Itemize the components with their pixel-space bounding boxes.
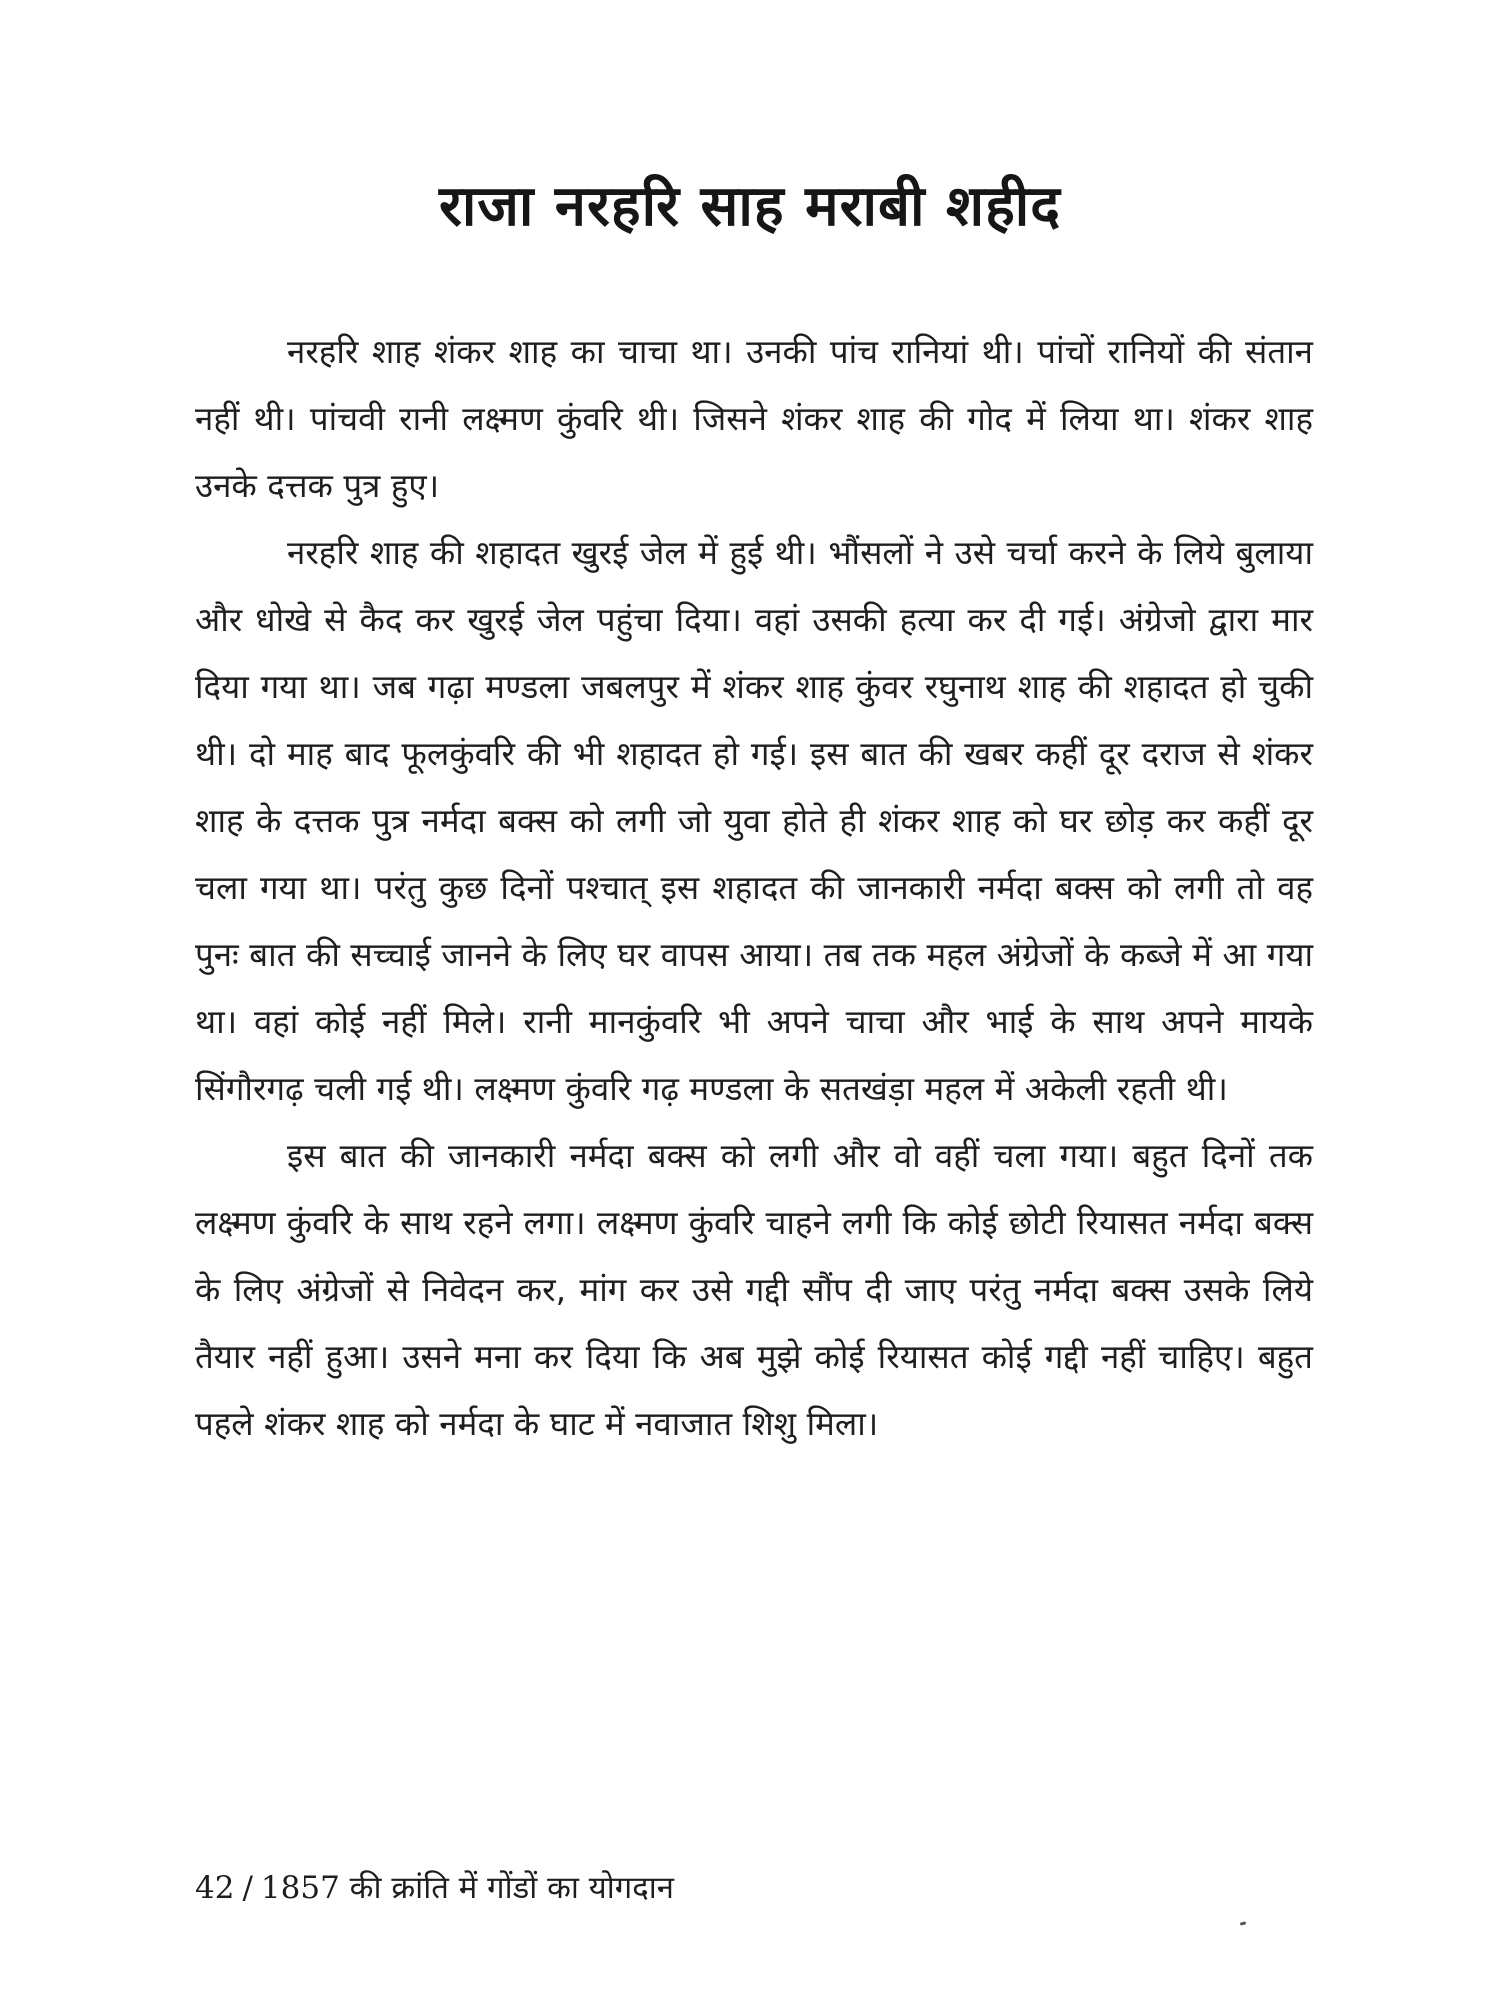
paragraph: नरहरि शाह की शहादत खुरई जेल में हुई थी। भौंसलों ने उसे चर्चा करने के लिये बुलाया और धोखे से कैद कर खुरई जेल पहुंचा दिया। वहां उसकी हत्या कर दी गई। अंग्रेजो द्वारा मार दिया गया था। जब गढ़ा मण्डला जबलपुर में शंकर शाह कुंवर रघुनाथ शाह की शहादत हो चुकी थी। दो माह बाद फूलकुंवरि की भी शहादत हो गई। इस बात की खबर कहीं दूर दराज से शंकर शाह के दत्तक पुत्र नर्मदा बक्स को लगी जो युवा होते ही शंकर शाह को घर छोड़ कर कहीं दूर चला गया था। परंतु कुछ दिनों पश्चात् इस शहादत की जानकारी नर्मदा बक्स को लगी तो वह पुनः बात की सच्चाई जानने के लिए घर वापस आया। तब तक महल अंग्रेजों के कब्जे में आ गया था। वहां कोई नहीं मिले। रानी मानकुंवरि भी अपने चाचा और भाई के साथ अपने मायके सिंगौरगढ़ चली गई थी। लक्ष्मण कुंवरि गढ़ मण्डला के सतखंड़ा महल में अकेली रहती थी। (195, 533, 1313, 1108)
page-footer (195, 1866, 674, 1910)
chapter-title: राजा नरहरि साह मराबी शहीद (438, 174, 1062, 239)
paragraph: नरहरि शाह शंकर शाह का चाचा था। उनकी पांच रानियां थी। पांचों रानियों की संतान नहीं थी। पांचवी रानी लक्ष्मण कुंवरि थी। जिसने शंकर शाह की गोद में लिया था। शंकर शाह उनके दत्तक पुत्र हुए। (195, 332, 1313, 505)
book-year: 1857 (260, 1870, 340, 1906)
footer-separator: / (242, 1870, 253, 1906)
book-title: की क्रांति में गोंडों का योगदान (349, 1870, 674, 1906)
scan-speck (1240, 1921, 1247, 1925)
page-number: 42 (195, 1870, 235, 1906)
paragraph: इस बात की जानकारी नर्मदा बक्स को लगी और वो वहीं चला गया। बहुत दिनों तक लक्ष्मण कुंवरि के साथ रहने लगा। लक्ष्मण कुंवरि चाहने लगी कि कोई छोटी रियासत नर्मदा बक्स के लिए अंग्रेजों से निवेदन कर, मांग कर उसे गद्दी सौंप दी जाए परंतु नर्मदा बक्स उसके लिये तैयार नहीं हुआ। उसने मना कर दिया कि अब मुझे कोई रियासत कोई गद्दी नहीं चाहिए। बहुत पहले शंकर शाह को नर्मदा के घाट में नवाजात शिशु मिला। (195, 1136, 1313, 1443)
chapter-body (195, 318, 1313, 1457)
